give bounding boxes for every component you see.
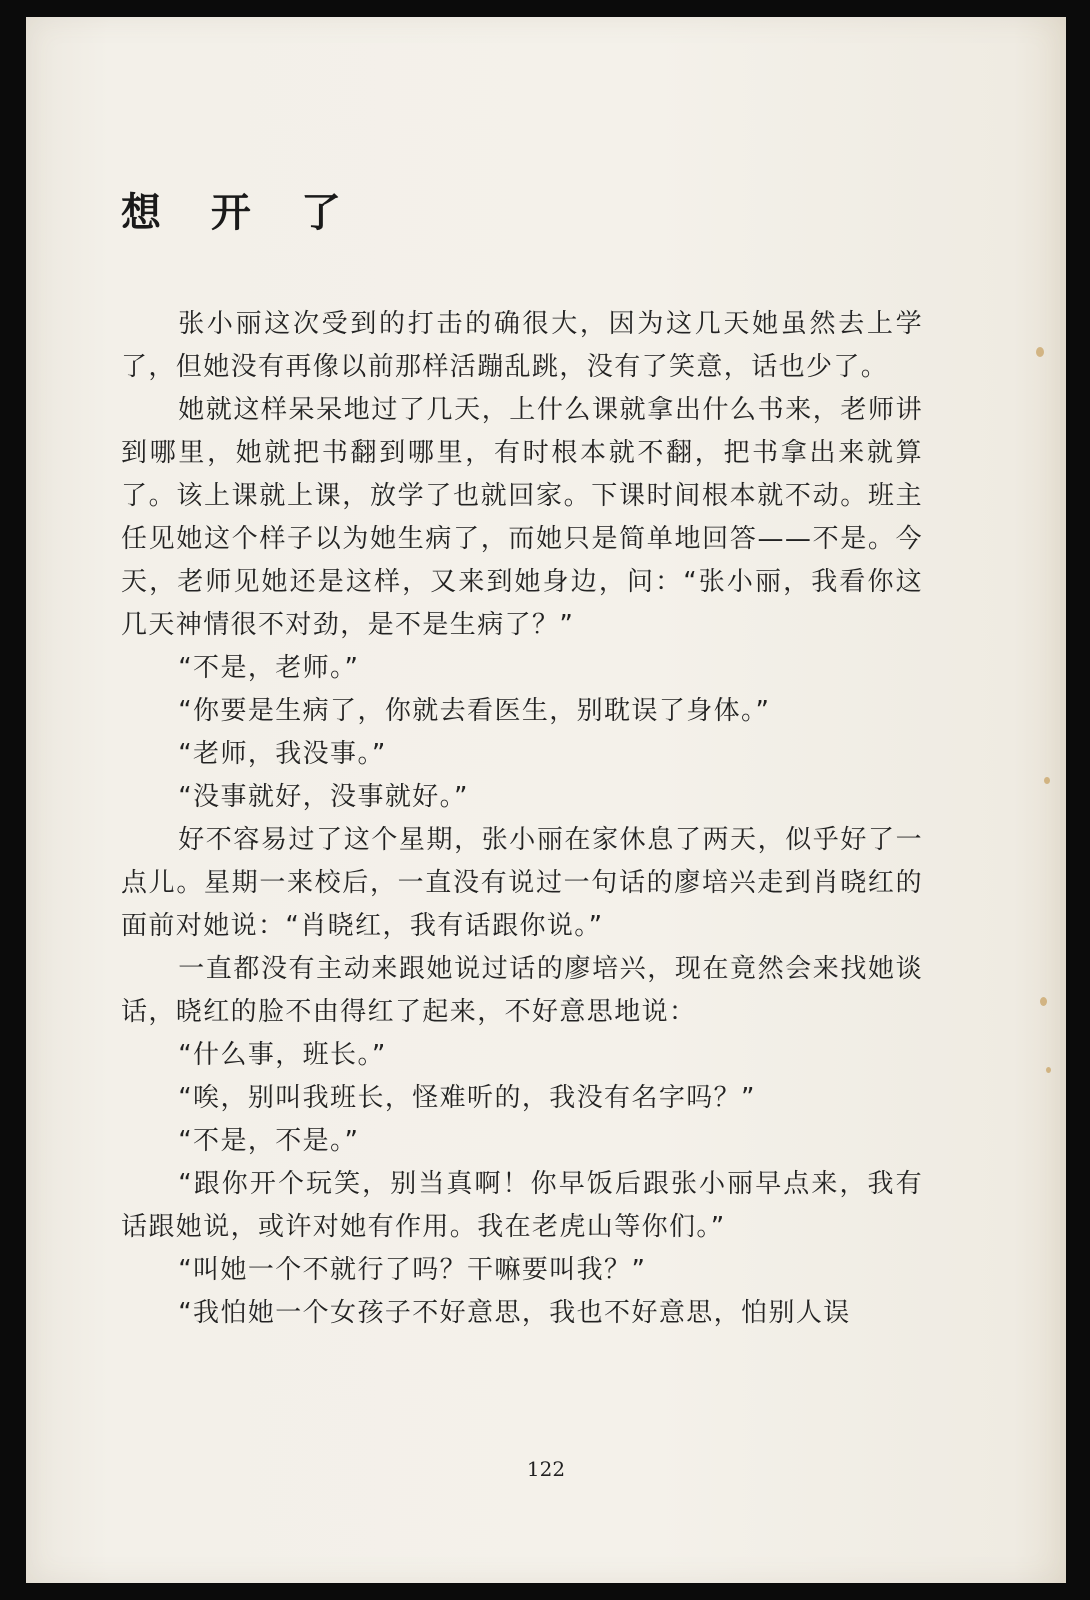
paragraph: 好不容易过了这个星期，张小丽在家休息了两天，似乎好了一点儿。星期一来校后，一直没有说过一句话的廖培兴走到肖晓红的面前对她说：“肖晓红，我有话跟你说。” (121, 825, 923, 941)
paragraph: 一直都没有主动来跟她说过话的廖培兴，现在竟然会来找她谈话，晓红的脸不由得红了起来，不好意思地说： (121, 954, 923, 1027)
book-page (26, 17, 1066, 1583)
paragraph: “跟你开个玩笑，别当真啊！你早饭后跟张小丽早点来，我有话跟她说，或许对她有作用。我在老虎山等你们。” (121, 1169, 923, 1242)
paragraph: 张小丽这次受到的打击的确很大，因为这几天她虽然去上学了，但她没有再像以前那样活蹦乱跳，没有了笑意，话也少了。 (121, 309, 923, 382)
body-text (121, 303, 923, 1335)
chapter-title: 想 开 了 (121, 190, 359, 236)
stain-spot (1046, 1067, 1051, 1073)
paragraph: “唉，别叫我班长，怪难听的，我没有名字吗？” (178, 1083, 756, 1113)
stain-spot (1040, 997, 1047, 1006)
paragraph: “叫她一个不就行了吗？干嘛要叫我？” (178, 1255, 647, 1285)
page-number: 122 (526, 1457, 566, 1481)
paragraph: “我怕她一个女孩子不好意思，我也不好意思，怕别人误 (178, 1298, 851, 1328)
paragraph: “不是，老师。” (178, 653, 360, 683)
paragraph: “什么事，班长。” (178, 1040, 387, 1070)
paragraph: “老师，我没事。” (178, 739, 387, 769)
stain-spot (1036, 347, 1044, 357)
paragraph: “没事就好，没事就好。” (178, 782, 469, 812)
paragraph: 她就这样呆呆地过了几天，上什么课就拿出什么书来，老师讲到哪里，她就把书翻到哪里，有时根本就不翻，把书拿出来就算了。该上课就上课，放学了也就回家。下课时间根本就不动。班主任见她这个样子以为她生病了，而她只是简单地回答——不是。今天，老师见她还是这样，又来到她身边，问：“张小丽，我看你这几天神情很不对劲，是不是生病了？” (121, 395, 923, 640)
paragraph: “不是，不是。” (178, 1126, 360, 1156)
stain-spot (1044, 777, 1050, 784)
paragraph: “你要是生病了，你就去看医生，别耽误了身体。” (178, 696, 771, 726)
